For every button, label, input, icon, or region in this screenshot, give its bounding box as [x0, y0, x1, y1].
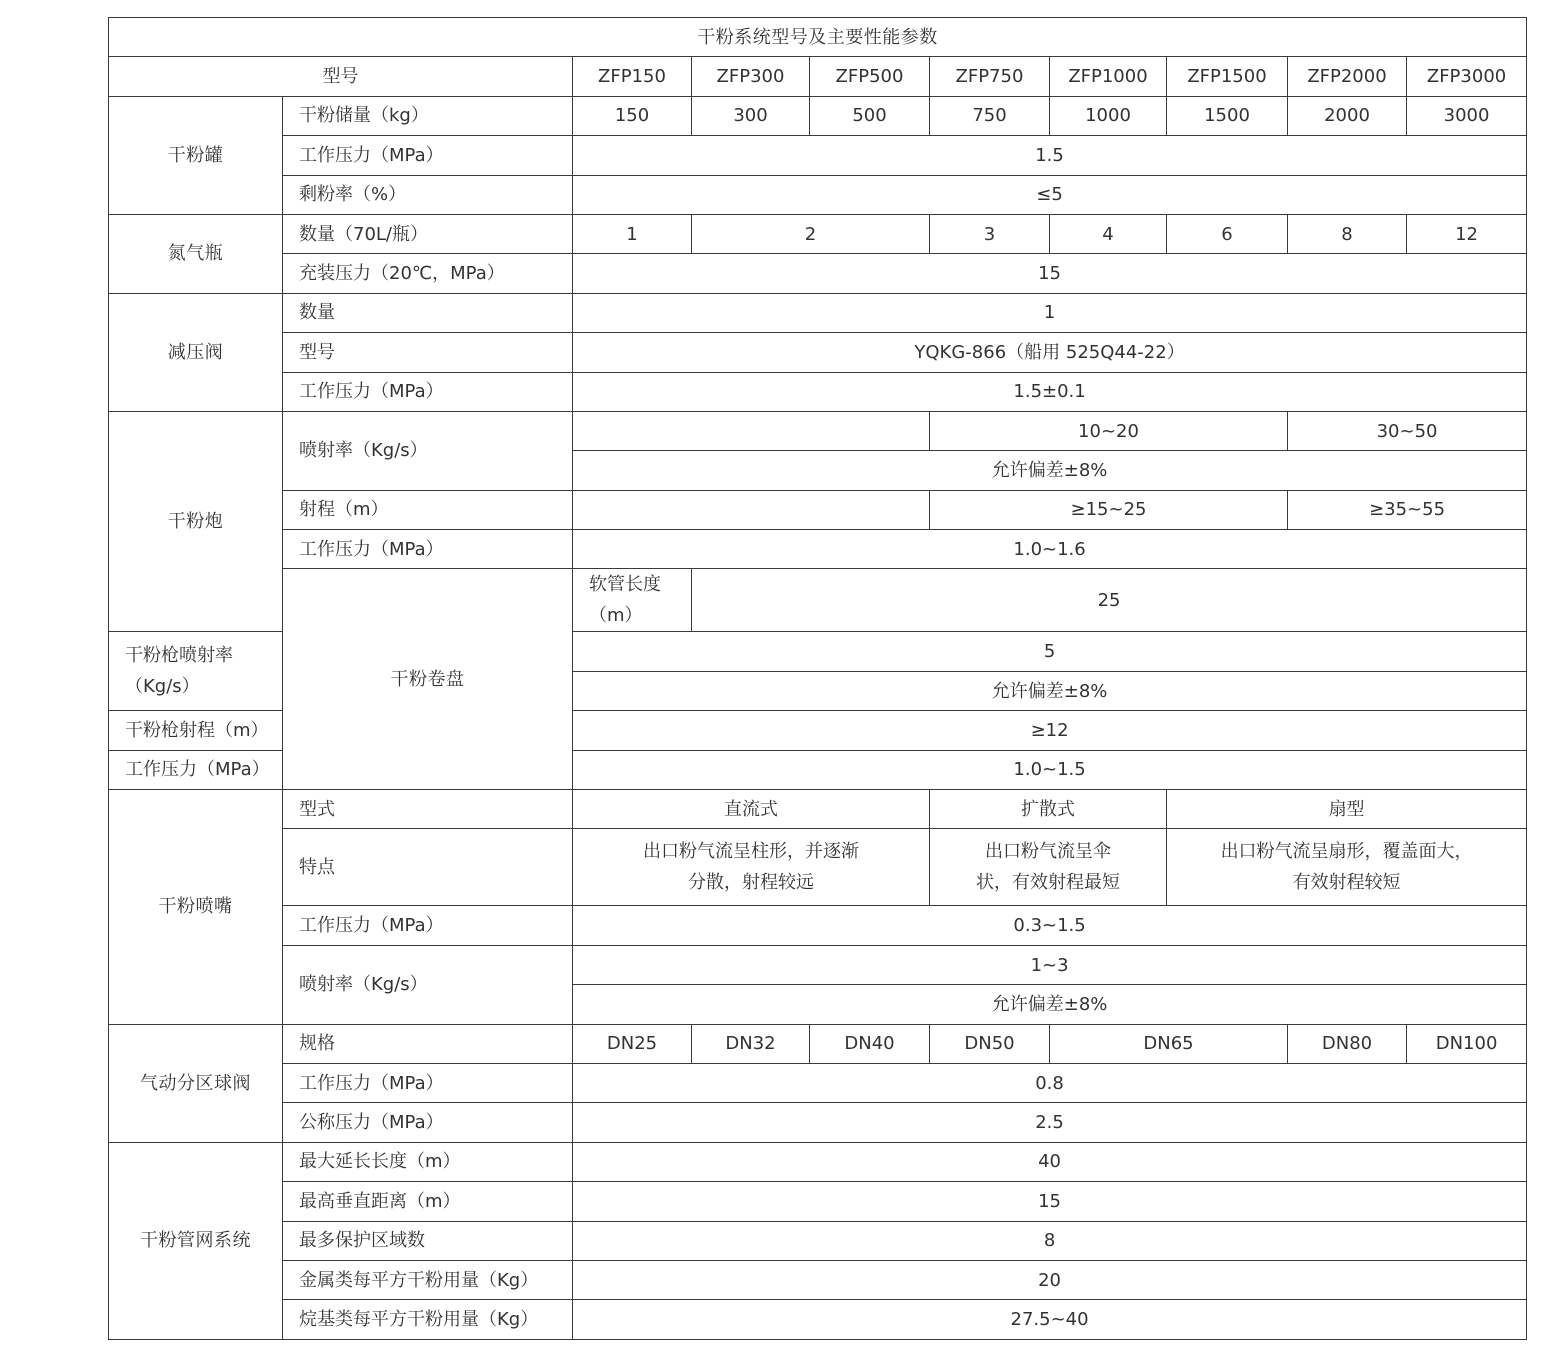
param-label: 工作压力（MPa） [283, 136, 573, 175]
value-cell: 1 [573, 214, 692, 253]
table-title: 干粉系统型号及主要性能参数 [109, 18, 1527, 57]
value-cell: 8 [573, 1221, 1527, 1260]
table-row [109, 906, 1527, 945]
value-cell: 15 [573, 1182, 1527, 1221]
model-header-cell: ZFP750 [930, 57, 1050, 96]
value-cell: 8 [1288, 214, 1407, 253]
model-header-cell: ZFP300 [692, 57, 810, 96]
table-row [109, 1182, 1527, 1221]
table-row [109, 214, 1527, 253]
param-label: 型号 [283, 333, 573, 372]
value-cell: 允许偏差±8% [573, 985, 1527, 1024]
param-label: 工作压力（MPa） [283, 530, 573, 569]
param-label: 射程（m） [283, 490, 573, 529]
value-cell: 2.5 [573, 1103, 1527, 1142]
value-cell: 27.5~40 [573, 1300, 1527, 1339]
category-cell: 干粉卷盘 [283, 569, 573, 790]
value-cell: 1~3 [573, 945, 1527, 984]
param-label: 工作压力（MPa） [283, 906, 573, 945]
table-row [109, 1103, 1527, 1142]
value-cell: DN65 [1050, 1024, 1288, 1063]
param-label: 喷射率（Kg/s） [283, 945, 573, 1024]
value-cell: 允许偏差±8% [573, 671, 1527, 710]
param-label: 公称压力（MPa） [283, 1103, 573, 1142]
value-cell: 允许偏差±8% [573, 451, 1527, 490]
category-cell: 氮气瓶 [109, 214, 283, 293]
value-cell: ≥12 [573, 711, 1527, 750]
category-cell: 气动分区球阀 [109, 1024, 283, 1142]
value-cell: DN50 [930, 1024, 1050, 1063]
table-row [109, 490, 1527, 529]
param-label: 充装压力（20℃，MPa） [283, 254, 573, 293]
param-label: 软管长度（m） [573, 569, 692, 632]
table-row [109, 790, 1527, 829]
value-cell: 10~20 [930, 411, 1288, 450]
category-cell: 干粉罐 [109, 96, 283, 214]
feature-cell [930, 829, 1167, 906]
feature-line: 出口粉气流呈伞 [985, 841, 1111, 863]
table-row [109, 1024, 1527, 1063]
value-cell: 1.0~1.6 [573, 530, 1527, 569]
param-label: 最高垂直距离（m） [283, 1182, 573, 1221]
param-label: 烷基类每平方干粉用量（Kg） [283, 1300, 573, 1339]
model-header-cell: ZFP1000 [1050, 57, 1167, 96]
value-cell: 1500 [1167, 96, 1288, 135]
value-cell: ≤5 [573, 175, 1527, 214]
table-row [109, 333, 1527, 372]
table-row [109, 254, 1527, 293]
value-cell: 30~50 [1288, 411, 1527, 450]
param-label: 干粉枪喷射率（Kg/s） [109, 632, 283, 711]
table-row [109, 1063, 1527, 1102]
table-row [109, 175, 1527, 214]
value-cell: 12 [1407, 214, 1527, 253]
value-cell: 20 [573, 1260, 1527, 1299]
table-row [109, 136, 1527, 175]
category-cell: 干粉炮 [109, 411, 283, 632]
param-label: 干粉枪射程（m） [109, 711, 283, 750]
value-cell: 1.5 [573, 136, 1527, 175]
value-cell: DN25 [573, 1024, 692, 1063]
value-cell: DN32 [692, 1024, 810, 1063]
param-label: 特点 [283, 829, 573, 906]
feature-cell [573, 829, 930, 906]
value-cell: 0.8 [573, 1063, 1527, 1102]
feature-line: 出口粉气流呈柱形，并逐渐 [643, 841, 859, 863]
value-cell: ≥35~55 [1288, 490, 1527, 529]
value-cell: 直流式 [573, 790, 930, 829]
table-row [109, 569, 1527, 632]
value-cell: 扇型 [1167, 790, 1527, 829]
value-cell: 1000 [1050, 96, 1167, 135]
value-cell: 300 [692, 96, 810, 135]
table-row [109, 1300, 1527, 1339]
param-label: 工作压力（MPa） [109, 750, 283, 789]
value-cell: 3 [930, 214, 1050, 253]
table-row [109, 530, 1527, 569]
value-cell: DN100 [1407, 1024, 1527, 1063]
value-cell: 5 [573, 632, 1527, 671]
model-header-cell: ZFP2000 [1288, 57, 1407, 96]
table-row [109, 1221, 1527, 1260]
value-cell: 0.3~1.5 [573, 906, 1527, 945]
value-cell: 1 [573, 293, 1527, 332]
value-cell: 扩散式 [930, 790, 1167, 829]
param-label: 喷射率（Kg/s） [283, 411, 573, 490]
param-label: 干粉储量（kg） [283, 96, 573, 135]
param-label: 金属类每平方干粉用量（Kg） [283, 1260, 573, 1299]
value-cell: 1.5±0.1 [573, 372, 1527, 411]
param-label: 规格 [283, 1024, 573, 1063]
header-row [109, 57, 1527, 96]
value-cell [573, 490, 930, 529]
feature-line: 分散，射程较远 [688, 872, 814, 894]
table-row [109, 411, 1527, 450]
param-label: 工作压力（MPa） [283, 1063, 573, 1102]
model-header-cell: ZFP1500 [1167, 57, 1288, 96]
feature-line: 有效射程较短 [1292, 872, 1401, 894]
value-cell: 40 [573, 1142, 1527, 1181]
value-cell: 2 [692, 214, 930, 253]
value-cell: DN40 [810, 1024, 930, 1063]
feature-line: 出口粉气流呈扇形，覆盖面大， [1220, 841, 1473, 863]
value-cell: 2000 [1288, 96, 1407, 135]
model-header-cell: ZFP3000 [1407, 57, 1527, 96]
table-row [109, 945, 1527, 984]
category-cell: 减压阀 [109, 293, 283, 411]
value-cell: 15 [573, 254, 1527, 293]
value-cell: 25 [692, 569, 1527, 632]
value-cell: ≥15~25 [930, 490, 1288, 529]
table-row [109, 829, 1527, 906]
table-row [109, 96, 1527, 135]
value-cell: 1.0~1.5 [573, 750, 1527, 789]
category-cell: 干粉喷嘴 [109, 790, 283, 1025]
value-cell: 500 [810, 96, 930, 135]
spec-table [108, 17, 1527, 1340]
value-cell: YQKG-866（船用 525Q44-22） [573, 333, 1527, 372]
model-header-cell: ZFP150 [573, 57, 692, 96]
value-cell: 150 [573, 96, 692, 135]
table-row [109, 372, 1527, 411]
category-cell: 干粉管网系统 [109, 1142, 283, 1339]
param-label: 数量（70L/瓶） [283, 214, 573, 253]
value-cell: 6 [1167, 214, 1288, 253]
value-cell: 4 [1050, 214, 1167, 253]
feature-cell [1167, 829, 1527, 906]
param-label: 剩粉率（%） [283, 175, 573, 214]
feature-line: 状，有效射程最短 [976, 872, 1120, 894]
param-label: 型式 [283, 790, 573, 829]
table-row [109, 1260, 1527, 1299]
value-cell [573, 411, 930, 450]
param-label: 数量 [283, 293, 573, 332]
param-label: 最多保护区域数 [283, 1221, 573, 1260]
model-header-cell: ZFP500 [810, 57, 930, 96]
value-cell: 750 [930, 96, 1050, 135]
model-header-label: 型号 [109, 57, 573, 96]
table-row [109, 1142, 1527, 1181]
param-label: 最大延长长度（m） [283, 1142, 573, 1181]
table-row [109, 293, 1527, 332]
value-cell: DN80 [1288, 1024, 1407, 1063]
value-cell: 3000 [1407, 96, 1527, 135]
param-label: 工作压力（MPa） [283, 372, 573, 411]
